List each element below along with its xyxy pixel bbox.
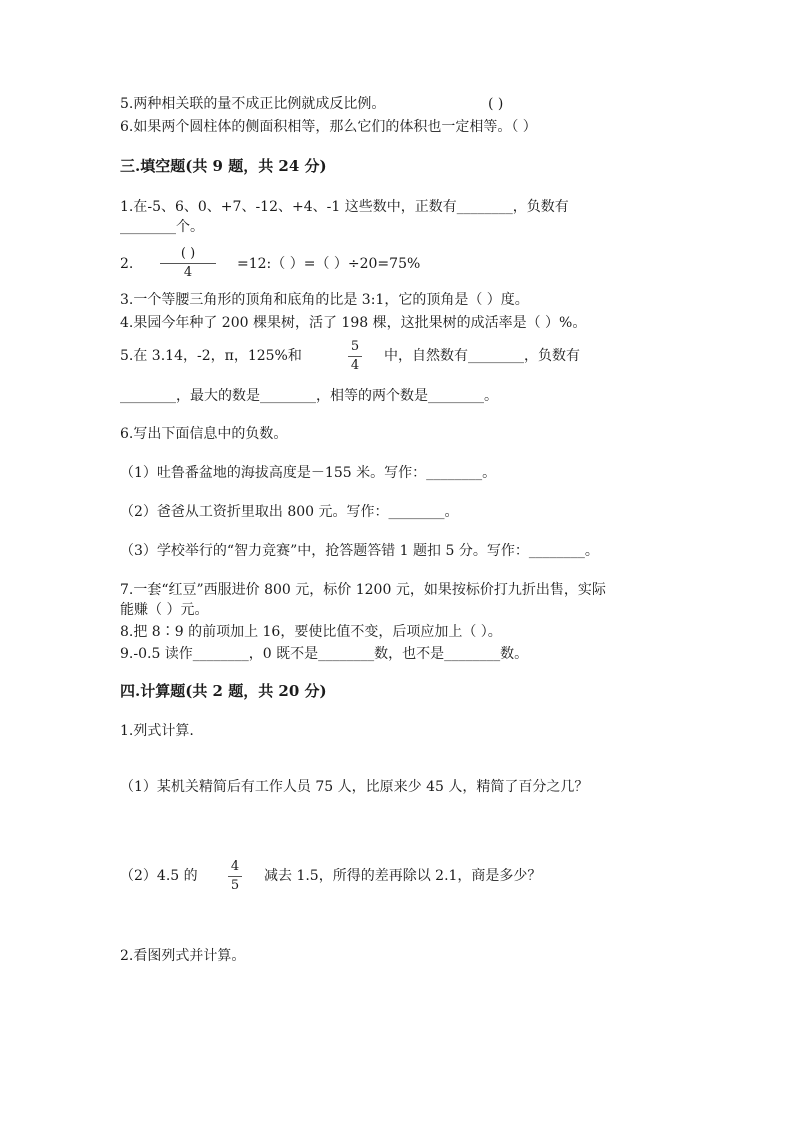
calc-q1-2-part1: （2）4.5 的 xyxy=(120,868,198,884)
calc-q1-1: （1）某机关精简后有工作人员 75 人，比原来少 45 人，精简了百分之几？ xyxy=(120,779,589,795)
fill-q1-line1: 1.在-5、6、0、+7、-12、+4、-1 这些数中，正数有________，负数有 xyxy=(120,199,569,215)
fill-q2-label: 2. xyxy=(120,256,134,272)
fill-q2-fraction xyxy=(160,246,216,281)
fraction-denominator: 4 xyxy=(183,265,193,280)
fill-q6: 6.写出下面信息中的负数。 xyxy=(120,426,288,442)
section-3-heading: 三.填空题(共 9 题，共 24 分) xyxy=(120,157,327,175)
judge-q6: 6.如果两个圆柱体的侧面积相等，那么它们的体积也一定相等。（ ） xyxy=(120,119,537,135)
fill-q5-fraction xyxy=(348,339,362,374)
judge-q5: 5.两种相关联的量不成正比例就成反比例。 xyxy=(120,96,386,112)
fill-q3: 3.一个等腰三角形的顶角和底角的比是 3:1，它的顶角是（ ）度。 xyxy=(120,292,529,308)
fill-q5-part2: 中，自然数有________，负数有 xyxy=(384,348,580,364)
fill-q7-line1: 7.一套“红豆”西服进价 800 元，标价 1200 元，如果按标价打九折出售，实际 xyxy=(120,582,606,598)
fill-q8: 8.把 8∶9 的前项加上 16，要使比值不变，后项应加上（ ）。 xyxy=(120,624,502,640)
calc-q1-2-part2: 减去 1.5，所得的差再除以 2.1，商是多少？ xyxy=(264,868,542,884)
fill-q9: 9.-0.5 读作________，0 既不是________数，也不是________数。 xyxy=(120,646,529,662)
fraction-denominator: 5 xyxy=(230,878,240,893)
fill-q6-2: （2）爸爸从工资折里取出 800 元。写作：________。 xyxy=(120,504,459,520)
fill-q5-part1: 5.在 3.14，-2，π，125%和 xyxy=(120,348,302,364)
fraction-numerator: 4 xyxy=(230,859,240,874)
section-4-heading: 四.计算题(共 2 题，共 20 分) xyxy=(120,682,327,700)
fill-q6-1: （1）吐鲁番盆地的海拔高度是－155 米。写作：________。 xyxy=(120,465,497,481)
calc-q2: 2.看图列式并计算。 xyxy=(120,948,246,964)
calc-q1-2-fraction xyxy=(228,859,242,894)
fill-q5-line2: ________，最大的数是________，相等的两个数是________。 xyxy=(120,388,498,404)
judge-q5-blank[interactable]: ( ) xyxy=(488,96,504,112)
fill-q7-line2: 能赚（ ）元。 xyxy=(120,602,209,618)
fill-q1-line2: ________个。 xyxy=(120,219,204,235)
calc-q1: 1.列式计算. xyxy=(120,723,194,739)
fill-q6-3: （3）学校举行的“智力竞赛”中，抢答题答错 1 题扣 5 分。写作：________。 xyxy=(120,543,599,559)
fraction-denominator: 4 xyxy=(350,358,360,373)
fill-q2-rest: =12:（ ）=（ ）÷20=75% xyxy=(237,256,421,272)
fraction-numerator: 5 xyxy=(350,339,360,354)
fraction-numerator[interactable]: ( ) xyxy=(180,246,196,261)
fill-q4: 4.果园今年种了 200 棵果树，活了 198 棵，这批果树的成活率是（ ）%。 xyxy=(120,315,587,331)
